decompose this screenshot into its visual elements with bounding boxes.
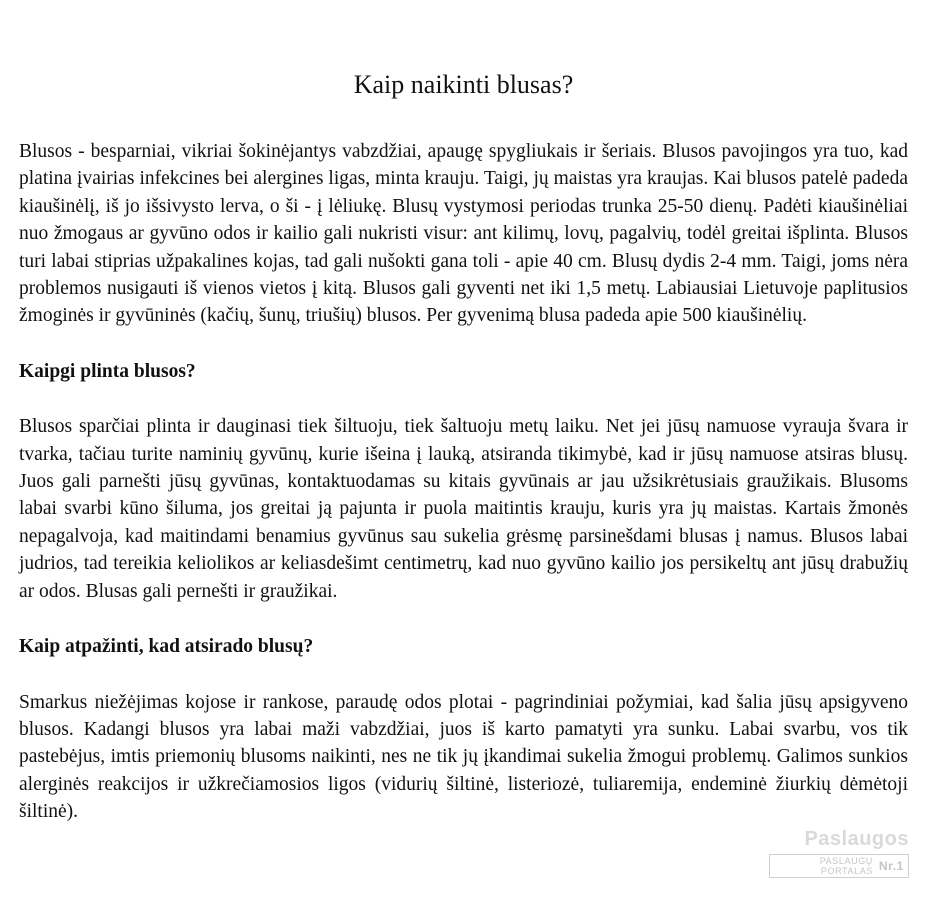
watermark-logo xyxy=(769,828,909,878)
watermark-brand: Paslaugos xyxy=(804,828,909,850)
section-heading-recognize: Kaip atpažinti, kad atsirado blusų? xyxy=(19,636,314,658)
watermark-subtitle-box xyxy=(769,854,909,878)
document-title: Kaip naikinti blusas? xyxy=(353,70,574,99)
intro-paragraph: Blusos - besparniai, vikriai šokinėjantys vabzdžiai, apaugę spygliukais ir šeriais. Blusos pavojingos yra tuo, kad platina įvairias infekcines bei alergines ligas, minta krauju. Taigi, jų maistas yra kraujas. Kai blusos patelė padeda kiaušinėlį, iš jo išsivysto lerva, o ši - į lėliukę. Blusų vystymosi periodas trunka 25-50 dienų. Padėti kiaušinėliai nuo žmogaus ar gyvūno odos ir kailio gali nukristi visur: ant kilimų, lovų, pagalvių, todėl greitai išplinta. Blusos turi labai stiprias užpakalines kojas, tad gali nušokti gana toli - apie 40 cm. Blusų dydis 2-4 mm. Taigi, joms nėra problemos nusigauti iš vienos vietos į kitą. Blusos gali gyventi net iki 1,5 metų. Labiausiai Lietuvoje paplitusios žmoginės ir gyvūninės (kačių, šunų, triušių) blusos. Per gyvenimą blusa padeda apie 500 kiaušinėlių. xyxy=(19,141,908,327)
section-paragraph-recognize: Smarkus niežėjimas kojose ir rankose, paraudę odos plotai - pagrindiniai požymiai, kad šalia jūsų apsigyveno blusos. Kadangi blusos yra labai maži vabzdžiai, juos iš karto pamatyti yra sunku. Labai svarbu, vos tik pastebėjus, imtis priemonių blusoms naikinti, nes ne tik jų įkandimai sukelia žmogui problemų. Galimos sunkios alerginės reakcijos ir užkrečiamosios ligos (vidurių šiltinė, listeriozė, tuliaremija, endeminė žiurkių dėmėtoji šiltinė). xyxy=(19,691,908,823)
document-page xyxy=(19,0,908,826)
watermark-subtitle: PASLAUGŲ PORTALAS xyxy=(819,856,873,876)
section-heading-spread: Kaipgi plinta blusos? xyxy=(19,360,196,382)
watermark-badge: Nr.1 xyxy=(878,859,904,873)
section-paragraph-spread: Blusos sparčiai plinta ir dauginasi tiek šiltuoju, tiek šaltuoju metų laiku. Net jei jūsų namuose vyrauja švara ir tvarka, tačiau turite naminių gyvūnų, kurie išeina į lauką, atsiranda tikimybė, kad ir jūsų namuose atsiras blusų. Juos gali parnešti jūsų gyvūnas, kontaktuodamas su kitais gyvūnais ar jau užsikrėtusiais graužikais. Blusoms labai svarbi kūno šiluma, jos greitai ją pajunta ir puola maitintis krauju, kuris yra jų maistas. Kartais žmonės nepagalvoja, kad maitindami benamius gyvūnus sau sukelia grėsmę parsinešdami blusas į namus. Blusos labai judrios, tad tereikia keliolikos ar keliasdešimt centimetrų, kad nuo gyvūno kailio jos persikeltų ant jūsų drabužių ar odos. Blusas gali pernešti ir graužikai. xyxy=(19,416,908,602)
